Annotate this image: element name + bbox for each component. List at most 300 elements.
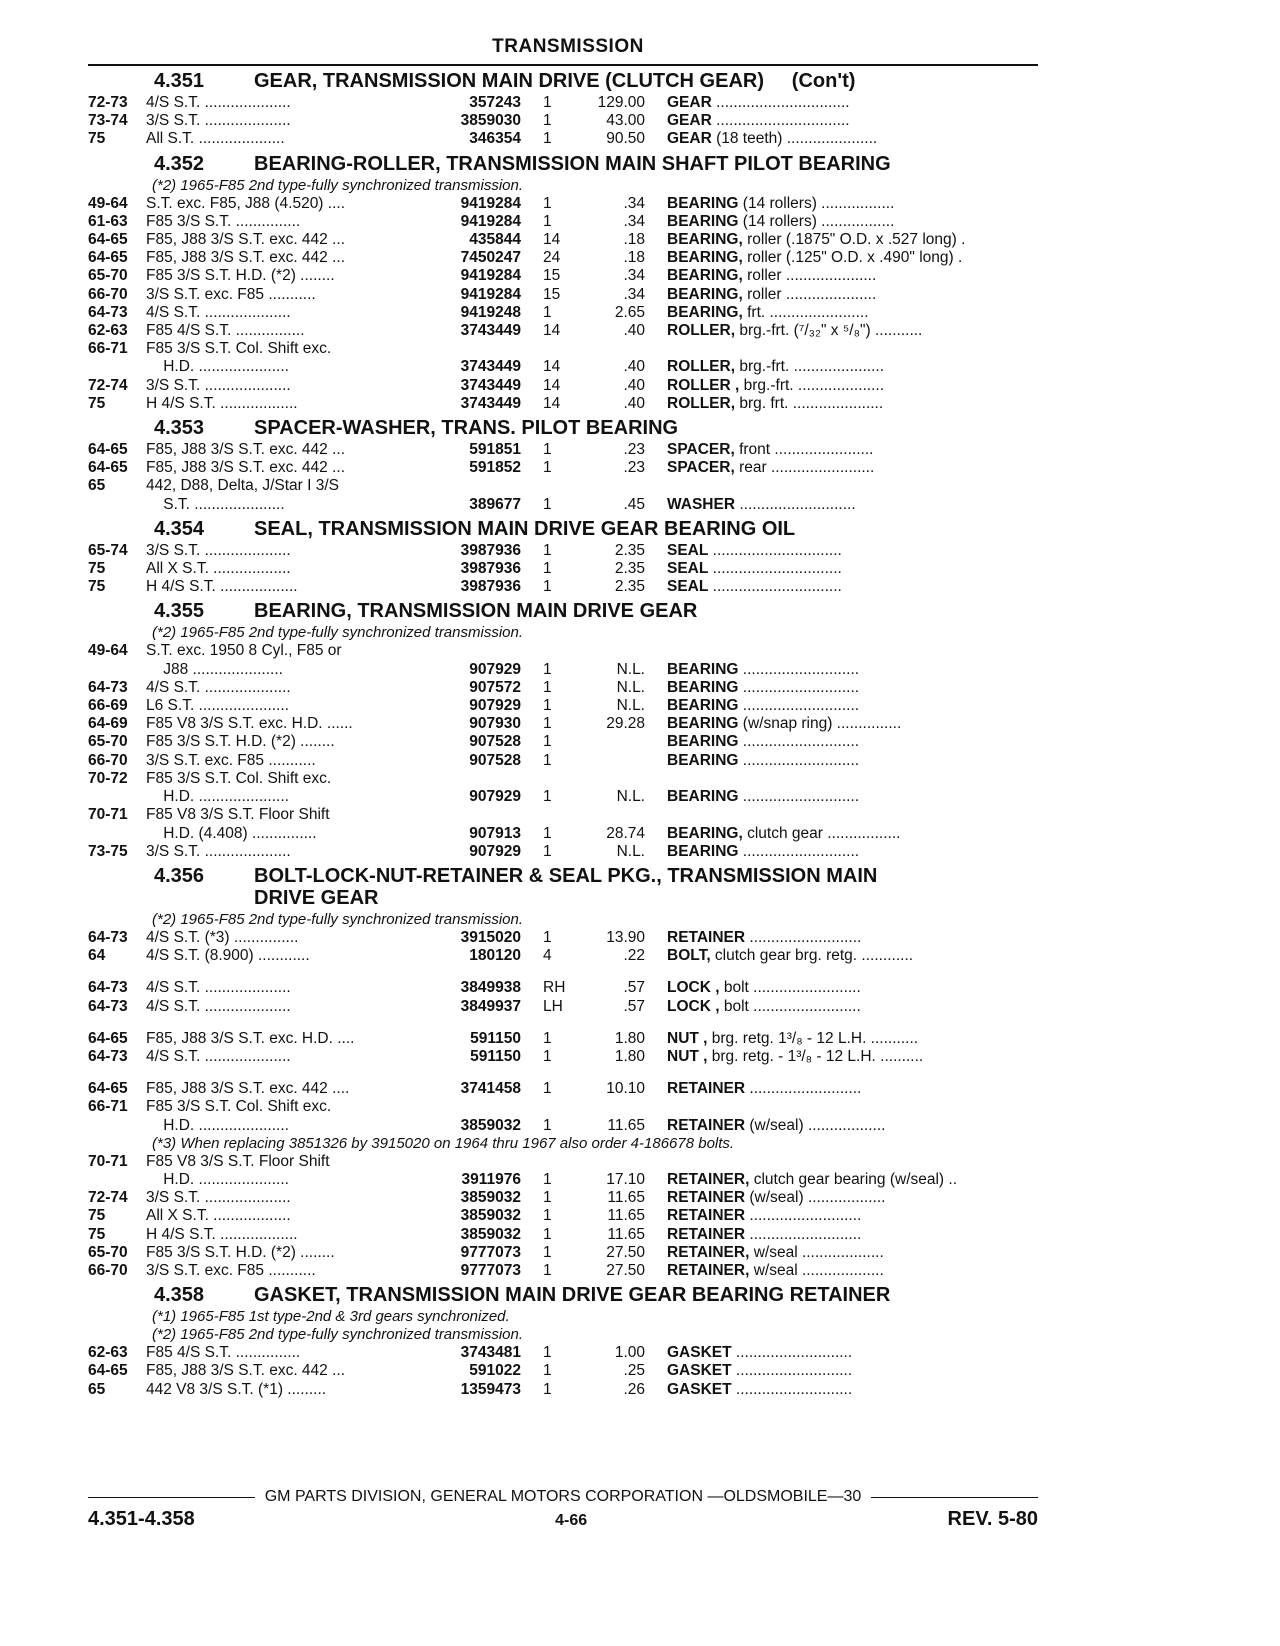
application: F85 3/S S.T. H.D. (*2) ........ xyxy=(146,733,335,751)
quantity: 1 xyxy=(543,660,552,678)
description-detail: .............................. xyxy=(708,578,842,596)
price: 11.65 xyxy=(607,1189,645,1207)
description-detail: ........................... xyxy=(738,842,860,860)
application: 4/S S.T. .................... xyxy=(146,303,291,321)
description xyxy=(645,195,1038,213)
price: N.L. xyxy=(616,697,645,715)
model-years: 66-70 xyxy=(88,751,128,769)
description-detail: (18 teeth) ..................... xyxy=(711,130,878,148)
header-rule xyxy=(88,64,1038,66)
description xyxy=(645,1381,1038,1399)
part-number xyxy=(421,642,521,660)
description-name: BEARING, xyxy=(667,231,743,249)
part-number xyxy=(421,806,521,824)
model-years: 65 xyxy=(88,477,106,495)
description xyxy=(645,377,1038,395)
parts-row xyxy=(88,459,1038,477)
application: 3/S S.T. .................... xyxy=(146,1189,291,1207)
parts-row xyxy=(88,377,1038,395)
model-years xyxy=(88,661,146,679)
part-number: 3859032 xyxy=(460,1225,521,1243)
parts-row xyxy=(88,947,1038,965)
description-name: BEARING, xyxy=(667,285,743,303)
model-years: 61-63 xyxy=(88,212,128,230)
part-number: 7450247 xyxy=(460,249,521,267)
description xyxy=(645,843,1038,861)
price: 1.80 xyxy=(614,1029,645,1047)
description xyxy=(645,1244,1038,1262)
parts-row xyxy=(88,1098,1038,1116)
part-number: 9419284 xyxy=(460,267,521,285)
model-years: 49-64 xyxy=(88,642,128,660)
quantity: 14 xyxy=(543,394,561,412)
parts-row xyxy=(88,825,1038,843)
price: N.L. xyxy=(616,678,645,696)
model-years xyxy=(88,1171,146,1189)
description-detail: (w/snap ring) ............... xyxy=(738,715,902,733)
parts-row xyxy=(88,441,1038,459)
quantity: LH xyxy=(543,997,563,1015)
description xyxy=(645,578,1038,596)
description-detail: (w/seal) .................. xyxy=(745,1116,886,1134)
part-number: 3859032 xyxy=(460,1207,521,1225)
quantity: 15 xyxy=(543,267,561,285)
price: 2.35 xyxy=(614,560,645,578)
price: 11.65 xyxy=(607,1207,645,1225)
part-number xyxy=(421,340,521,358)
description xyxy=(645,1362,1038,1380)
description-detail: ........................... xyxy=(738,751,860,769)
section-note: (*1) 1965-F85 1st type-2nd & 3rd gears synchronized. xyxy=(152,1308,510,1326)
part-number: 9777073 xyxy=(460,1243,521,1261)
price: N.L. xyxy=(616,788,645,806)
quantity xyxy=(521,1098,569,1116)
catalog-page xyxy=(88,36,1038,1399)
quantity: 24 xyxy=(543,249,561,267)
description-detail: w/seal ................... xyxy=(749,1261,884,1279)
price: 2.35 xyxy=(614,578,645,596)
description-name: WASHER xyxy=(667,495,736,513)
description xyxy=(645,94,1038,112)
application: 4/S S.T. .................... xyxy=(146,678,291,696)
description-detail: ........................... xyxy=(735,495,856,513)
application: F85 4/S S.T. ................ xyxy=(146,322,305,340)
part-number: 907929 xyxy=(469,660,521,678)
quantity: 1 xyxy=(543,678,552,696)
model-years: 75 xyxy=(88,560,106,578)
quantity: 1 xyxy=(543,541,552,559)
part-number: 3849938 xyxy=(460,979,521,997)
application: F85 V8 3/S S.T. exc. H.D. ...... xyxy=(146,715,353,733)
section-number: 4.352 xyxy=(154,152,205,175)
part-number: 180120 xyxy=(469,947,521,965)
description-name: BEARING, xyxy=(667,824,743,842)
parts-row xyxy=(88,477,1038,495)
price: .18 xyxy=(623,231,645,249)
part-number: 3859030 xyxy=(460,112,521,130)
part-number: 3743449 xyxy=(460,376,521,394)
parts-row xyxy=(88,304,1038,322)
quantity: 1 xyxy=(543,112,552,130)
description-name: BOLT, xyxy=(667,947,711,965)
description xyxy=(645,249,1038,267)
parts-row xyxy=(88,249,1038,267)
application: F85, J88 3/S S.T. exc. 442 ... xyxy=(146,249,346,267)
parts-row xyxy=(88,542,1038,560)
model-years xyxy=(88,825,146,843)
model-years: 64-73 xyxy=(88,1047,128,1065)
price: 11.65 xyxy=(607,1116,645,1134)
quantity: 1 xyxy=(543,697,552,715)
application: L6 S.T. ..................... xyxy=(146,697,289,715)
parts-row xyxy=(88,1381,1038,1399)
model-years: 66-71 xyxy=(88,340,128,358)
part-number: 3743481 xyxy=(460,1344,521,1362)
description-detail: ........................... xyxy=(738,660,860,678)
part-number: 907929 xyxy=(469,788,521,806)
price: .23 xyxy=(623,441,645,459)
part-number: 591851 xyxy=(469,441,521,459)
application: 3/S S.T. .................... xyxy=(146,112,291,130)
application: 3/S S.T. exc. F85 ........... xyxy=(146,1261,316,1279)
description-name: BEARING xyxy=(667,212,739,230)
section-title xyxy=(254,600,1038,622)
description-name: GEAR xyxy=(667,112,712,130)
application: F85, J88 3/S S.T. exc. 442 .... xyxy=(146,1080,350,1098)
section-4-353 xyxy=(88,417,1038,514)
part-number: 3741458 xyxy=(460,1080,521,1098)
price: .45 xyxy=(623,495,645,513)
quantity: 14 xyxy=(543,322,561,340)
section-number: 4.356 xyxy=(154,864,205,887)
parts-row xyxy=(88,697,1038,715)
description-detail: brg.-frt. ..................... xyxy=(735,358,885,376)
row-spacer xyxy=(88,1016,1038,1030)
description-detail: front ....................... xyxy=(734,441,874,459)
description xyxy=(645,947,1038,965)
parts-row xyxy=(88,213,1038,231)
description-detail: ........................... xyxy=(738,678,860,696)
price: .23 xyxy=(623,459,645,477)
description xyxy=(645,929,1038,947)
description-name: BEARING xyxy=(667,194,739,212)
application: 3/S S.T. .................... xyxy=(146,842,291,860)
description-name: RETAINER xyxy=(667,1116,746,1134)
description xyxy=(645,998,1038,1016)
section-heading xyxy=(88,600,1038,622)
description-name: BEARING xyxy=(667,715,739,733)
section-note: (*2) 1965-F85 2nd type-fully synchronized transmission. xyxy=(152,1326,524,1344)
description xyxy=(645,752,1038,770)
description xyxy=(645,1226,1038,1244)
model-years: 64-65 xyxy=(88,231,128,249)
application: H.D. ..................... xyxy=(146,358,289,376)
quantity: 1 xyxy=(543,1116,552,1134)
parts-row xyxy=(88,358,1038,376)
application: S.T. exc. F85, J88 (4.520) .... xyxy=(146,194,346,212)
part-number: 907528 xyxy=(469,751,521,769)
price: .34 xyxy=(623,194,645,212)
application: S.T. exc. 1950 8 Cyl., F85 or xyxy=(146,642,342,660)
description-detail: rear ........................ xyxy=(734,459,875,477)
row-spacer xyxy=(88,965,1038,979)
model-years: 64-65 xyxy=(88,1362,128,1380)
section-title xyxy=(254,865,1038,909)
description xyxy=(645,806,1038,824)
section-note: (*2) 1965-F85 2nd type-fully synchronized transmission. xyxy=(152,624,524,642)
description-name: BEARING xyxy=(667,678,739,696)
price: 27.50 xyxy=(606,1261,645,1279)
application: F85 3/S S.T. H.D. (*2) ........ xyxy=(146,1243,335,1261)
model-years: 49-64 xyxy=(88,194,128,212)
price: 28.74 xyxy=(606,824,645,842)
description xyxy=(645,496,1038,514)
model-years xyxy=(88,358,146,376)
description-name: ROLLER, xyxy=(667,322,736,340)
description-name: NUT , xyxy=(667,1047,708,1065)
section-title xyxy=(254,153,1038,175)
quantity: 1 xyxy=(543,824,552,842)
application: F85 3/S S.T. Col. Shift exc. xyxy=(146,340,332,358)
application: 4/S S.T. (*3) ............... xyxy=(146,928,299,946)
model-years: 64-73 xyxy=(88,928,128,946)
description xyxy=(645,679,1038,697)
description xyxy=(645,1207,1038,1225)
quantity: 1 xyxy=(543,560,552,578)
description-detail: brg. retg. 1³/₈ - 12 L.H. ........... xyxy=(707,1029,919,1047)
application: 3/S S.T. .................... xyxy=(146,376,291,394)
description-detail: ........................... xyxy=(738,733,860,751)
description xyxy=(645,1171,1038,1189)
description xyxy=(645,459,1038,477)
application: 3/S S.T. exc. F85 ........... xyxy=(146,285,316,303)
section-heading xyxy=(88,865,1038,909)
price: .40 xyxy=(623,376,645,394)
model-years: 75 xyxy=(88,1225,106,1243)
description xyxy=(645,1262,1038,1280)
model-years: 75 xyxy=(88,1207,106,1225)
description-name: GASKET xyxy=(667,1344,732,1362)
quantity: 14 xyxy=(543,376,561,394)
description-name: BEARING, xyxy=(667,303,743,321)
application: F85 V8 3/S S.T. Floor Shift xyxy=(146,806,330,824)
part-number: 591852 xyxy=(469,459,521,477)
description xyxy=(645,542,1038,560)
description-detail: .......................... xyxy=(745,928,862,946)
model-years: 64-73 xyxy=(88,303,128,321)
quantity: 1 xyxy=(543,1170,552,1188)
section-number: 4.354 xyxy=(154,517,205,540)
parts-row xyxy=(88,395,1038,413)
price: .25 xyxy=(623,1362,645,1380)
part-number: 3859032 xyxy=(460,1116,521,1134)
application: H.D. ..................... xyxy=(146,1116,289,1134)
model-years: 64-65 xyxy=(88,1080,128,1098)
model-years: 65-70 xyxy=(88,733,128,751)
price: 1.00 xyxy=(614,1344,645,1362)
parts-row xyxy=(88,715,1038,733)
part-number: 907528 xyxy=(469,733,521,751)
part-number: 3987936 xyxy=(460,541,521,559)
application: H 4/S S.T. .................. xyxy=(146,394,298,412)
description-name: BEARING, xyxy=(667,267,743,285)
model-years: 72-74 xyxy=(88,1189,128,1207)
parts-row xyxy=(88,1171,1038,1189)
description-detail: roller ..................... xyxy=(742,285,877,303)
application: H.D. ..................... xyxy=(146,1170,289,1188)
quantity: 1 xyxy=(543,1207,552,1225)
application: All X S.T. .................. xyxy=(146,560,291,578)
description-name: GEAR xyxy=(667,94,712,111)
description xyxy=(645,286,1038,304)
description-detail: ........................... xyxy=(731,1344,853,1362)
parts-row xyxy=(88,1226,1038,1244)
description-name: SEAL xyxy=(667,541,709,559)
description xyxy=(645,697,1038,715)
quantity: 1 xyxy=(543,459,552,477)
description-name: RETAINER xyxy=(667,1189,746,1207)
description-name: SPACER, xyxy=(667,459,735,477)
section-title xyxy=(254,417,1038,439)
section-4-354 xyxy=(88,518,1038,597)
application: All X S.T. .................. xyxy=(146,1207,291,1225)
description-name: LOCK , xyxy=(667,997,720,1015)
application: F85, J88 3/S S.T. exc. 442 ... xyxy=(146,231,346,249)
footnote: (*3) When replacing 3851326 by 3915020 on 1964 thru 1967 also order 4-186678 bolts. xyxy=(152,1134,735,1152)
description-name: RETAINER xyxy=(667,928,746,946)
application: F85, J88 3/S S.T. exc. 442 ... xyxy=(146,441,346,459)
part-number: 9419284 xyxy=(460,194,521,212)
application: F85, J88 3/S S.T. exc. H.D. .... xyxy=(146,1029,355,1047)
parts-row xyxy=(88,661,1038,679)
quantity: 1 xyxy=(543,1243,552,1261)
description xyxy=(645,231,1038,249)
part-number: 1359473 xyxy=(460,1380,521,1398)
price: 2.35 xyxy=(614,541,645,559)
model-years: 62-63 xyxy=(88,1344,128,1362)
price xyxy=(569,770,645,788)
description-detail: ............................... xyxy=(711,112,850,130)
application: F85 4/S S.T. ............... xyxy=(146,1344,301,1362)
part-number: 907913 xyxy=(469,824,521,842)
description-name: BEARING xyxy=(667,788,739,806)
section-number: 4.355 xyxy=(154,600,205,623)
description-detail: .......................... xyxy=(745,1080,862,1098)
section-title xyxy=(254,70,1038,92)
part-number xyxy=(421,1153,521,1171)
part-number: 3859032 xyxy=(460,1189,521,1207)
parts-row xyxy=(88,929,1038,947)
price: N.L. xyxy=(616,842,645,860)
part-number: 591150 xyxy=(470,1047,521,1065)
quantity: 1 xyxy=(543,1189,552,1207)
part-number: 3911976 xyxy=(461,1170,521,1188)
price: N.L. xyxy=(616,660,645,678)
application: H.D. (4.408) ............... xyxy=(146,824,317,842)
description-detail: frt. ....................... xyxy=(742,303,869,321)
price xyxy=(569,1098,645,1116)
price: 27.50 xyxy=(606,1243,645,1261)
description-name: BEARING xyxy=(667,733,739,751)
price xyxy=(569,477,645,495)
description-detail: (w/seal) .................. xyxy=(745,1189,886,1207)
quantity: 1 xyxy=(543,1362,552,1380)
footer-page-number: 4-66 xyxy=(555,1512,588,1529)
part-number: 3743449 xyxy=(460,358,521,376)
section-note: (*2) 1965-F85 2nd type-fully synchronized transmission. xyxy=(152,910,524,928)
model-years: 65-70 xyxy=(88,267,128,285)
description-name: SPACER, xyxy=(667,441,735,459)
description-detail: bolt ......................... xyxy=(719,997,861,1015)
description xyxy=(645,1153,1038,1171)
quantity: 1 xyxy=(543,1380,552,1398)
price xyxy=(569,752,645,770)
description xyxy=(645,1117,1038,1135)
part-number: 9777073 xyxy=(460,1261,521,1279)
description-detail: roller (.125" O.D. x .490" long) . xyxy=(742,249,963,267)
description xyxy=(645,477,1038,495)
parts-row xyxy=(88,788,1038,806)
footer-bottom xyxy=(88,1508,1038,1531)
quantity: 1 xyxy=(543,842,552,860)
model-years: 65 xyxy=(88,1380,106,1398)
quantity: 1 xyxy=(543,1225,552,1243)
section-heading xyxy=(88,153,1038,175)
part-number: 3987936 xyxy=(460,560,521,578)
price: .40 xyxy=(623,322,645,340)
parts-row xyxy=(88,578,1038,596)
parts-row xyxy=(88,1207,1038,1225)
parts-row xyxy=(88,979,1038,997)
price: 2.65 xyxy=(614,303,645,321)
description-name: BEARING xyxy=(667,660,739,678)
price: 129.00 xyxy=(597,94,645,111)
description-name: RETAINER, xyxy=(667,1243,750,1261)
footer-rule-left xyxy=(88,1497,255,1498)
description xyxy=(645,979,1038,997)
description-name: LOCK , xyxy=(667,979,720,997)
price xyxy=(569,733,645,751)
model-years xyxy=(88,788,146,806)
model-years: 66-69 xyxy=(88,697,128,715)
parts-row xyxy=(88,496,1038,514)
price: 1.80 xyxy=(614,1047,645,1065)
parts-row xyxy=(88,1117,1038,1135)
model-years: 64-73 xyxy=(88,979,128,997)
model-years: 64-65 xyxy=(88,459,128,477)
parts-row xyxy=(88,1080,1038,1098)
page-title: TRANSMISSION xyxy=(492,36,644,57)
parts-row xyxy=(88,679,1038,697)
quantity: 1 xyxy=(543,733,552,751)
quantity: 1 xyxy=(543,130,552,148)
price: .34 xyxy=(623,285,645,303)
section-title-text: GEAR, TRANSMISSION MAIN DRIVE (CLUTCH GEAR) (Con't) xyxy=(254,70,856,92)
price xyxy=(569,642,645,660)
parts-row xyxy=(88,112,1038,130)
model-years: 66-71 xyxy=(88,1098,128,1116)
section-4-352 xyxy=(88,153,1038,413)
quantity: 1 xyxy=(543,212,552,230)
sections-container xyxy=(88,70,1038,1399)
description xyxy=(645,130,1038,148)
application: 442 V8 3/S S.T. (*1) ......... xyxy=(146,1380,327,1398)
part-number: 389677 xyxy=(469,495,521,513)
price: .57 xyxy=(623,997,645,1015)
section-number: 4.358 xyxy=(154,1284,205,1307)
parts-row xyxy=(88,642,1038,660)
description-detail: ........................... xyxy=(731,1362,853,1380)
